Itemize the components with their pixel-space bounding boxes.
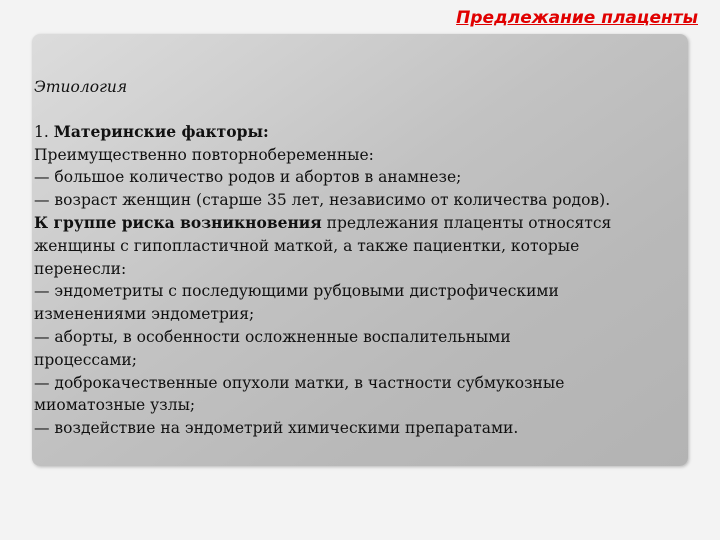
risk-group-bold: К группе риска возникновения [34,212,322,232]
text-line: Преимущественно повторнобеременные: [34,145,374,164]
text-line: — аборты, в особенности осложненные воспалительными [34,327,511,346]
text-line: — возраст женщин (старше 35 лет, независимо от количества родов). [34,191,611,210]
risk-group-line [34,212,716,235]
text-line: перенесли: [34,259,127,278]
subtitle: Этиология [34,78,128,96]
risk-group-rest: предлежания плаценты относятся [321,213,612,232]
text-line: миоматозные узлы; [34,396,196,415]
text-line: — большое количество родов и абортов в анамнезе; [34,168,462,187]
heading-text: Материнские факторы: [53,121,269,141]
heading-number: 1. [34,122,49,141]
slide-title: Предлежание плаценты [456,8,698,28]
text-line: — доброкачественные опухоли матки, в частности субмукозные [34,373,565,392]
text-line: изменениями эндометрия; [34,305,255,324]
text-line: — эндометриты с последующими рубцовыми дистрофическими [34,282,559,301]
heading-line [34,121,716,144]
text-block [34,76,716,440]
text-line: женщины с гипопластичной маткой, а также пациентки, которые [34,236,580,255]
text-line: процессами; [34,350,137,369]
text-line: — воздействие на эндометрий химическими препаратами. [34,419,519,438]
